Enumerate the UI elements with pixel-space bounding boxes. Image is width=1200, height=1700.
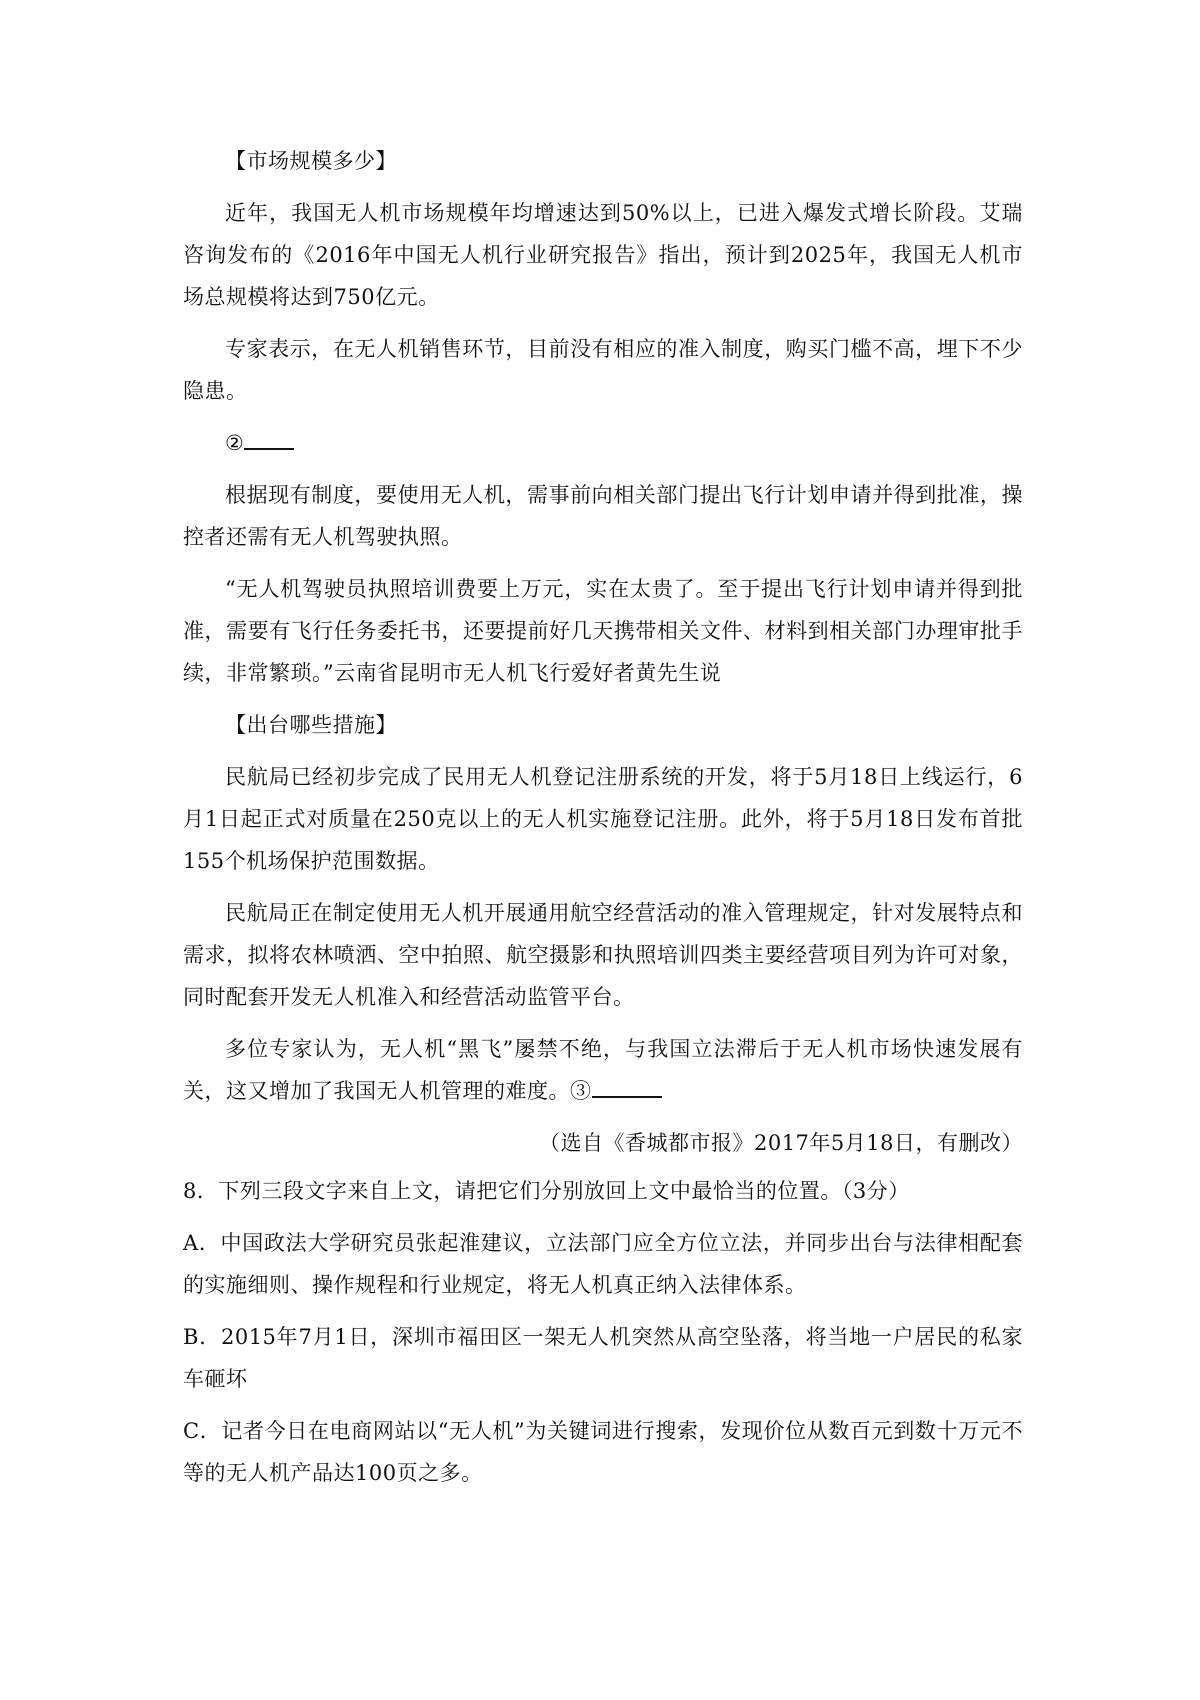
option-a: A．中国政法大学研究员张起淮建议，立法部门应全方位立法，并同步出台与法律相配套的实施细则、操作规程和行业规定，将无人机真正纳入法律体系。 xyxy=(183,1231,1023,1297)
fill-in-blank-line xyxy=(592,1070,662,1098)
question-stem: 8．下列三段文字来自上文，请把它们分别放回上文中最恰当的位置。（3分） xyxy=(183,1179,910,1203)
paragraph-current-rules: 根据现有制度，要使用无人机，需事前向相关部门提出飞行计划申请并得到批准，操控者还需有无人机驾驶执照。 xyxy=(183,483,1023,549)
section-heading-market-size: 【市场规模多少】 xyxy=(225,149,397,173)
blank-marker: ③ xyxy=(570,1079,592,1103)
document-page xyxy=(183,0,1023,1494)
top-margin xyxy=(183,0,1023,140)
fill-in-blank-line xyxy=(244,422,294,450)
paragraph-legislation-lag xyxy=(183,1028,1023,1112)
source-citation: （选自《香城都市报》2017年5月18日，有删改） xyxy=(538,1131,1023,1155)
blank-slot-2 xyxy=(183,422,1023,464)
blank-marker: ② xyxy=(225,431,245,455)
option-c: C．记者今日在电商网站以“无人机”为关键词进行搜索，发现价位从数百元到数十万元不等的无人机产品达100页之多。 xyxy=(183,1419,1023,1485)
paragraph-enthusiast-quote: “无人机驾驶员执照培训费要上万元，实在太贵了。至于提出飞行计划申请并得到批准，需要有飞行任务委托书，还要提前好几天携带相关文件、材料到相关部门办理审批手续，非常繁琐。”云南省昆明市无人机飞行爱好者黄先生说 xyxy=(183,577,1023,685)
section-heading-measures: 【出台哪些措施】 xyxy=(225,713,397,737)
paragraph-access-rules: 民航局正在制定使用无人机开展通用航空经营活动的准入管理规定，针对发展特点和需求，拟将农林喷洒、空中拍照、航空摄影和执照培训四类主要经营项目列为许可对象，同时配套开发无人机准入和经营活动监管平台。 xyxy=(183,901,1023,1009)
paragraph-market-growth: 近年，我国无人机市场规模年均增速达到50%以上，已进入爆发式增长阶段。艾瑞咨询发布的《2016年中国无人机行业研究报告》指出，预计到2025年，我国无人机市场总规模将达到750亿元。 xyxy=(183,201,1023,309)
legislation-text: 多位专家认为，无人机“黑飞”屡禁不绝，与我国立法滞后于无人机市场快速发展有关，这又增加了我国无人机管理的难度。 xyxy=(183,1037,1023,1103)
paragraph-expert-warning: 专家表示，在无人机销售环节，目前没有相应的准入制度，购买门槛不高，埋下不少隐患。 xyxy=(183,337,1023,403)
paragraph-registration-system: 民航局已经初步完成了民用无人机登记注册系统的开发，将于5月18日上线运行，6月1日起正式对质量在250克以上的无人机实施登记注册。此外，将于5月18日发布首批155个机场保护范围数据。 xyxy=(183,765,1023,873)
option-b: B．2015年7月1日，深圳市福田区一架无人机突然从高空坠落，将当地一户居民的私家车砸坏 xyxy=(183,1325,1023,1391)
